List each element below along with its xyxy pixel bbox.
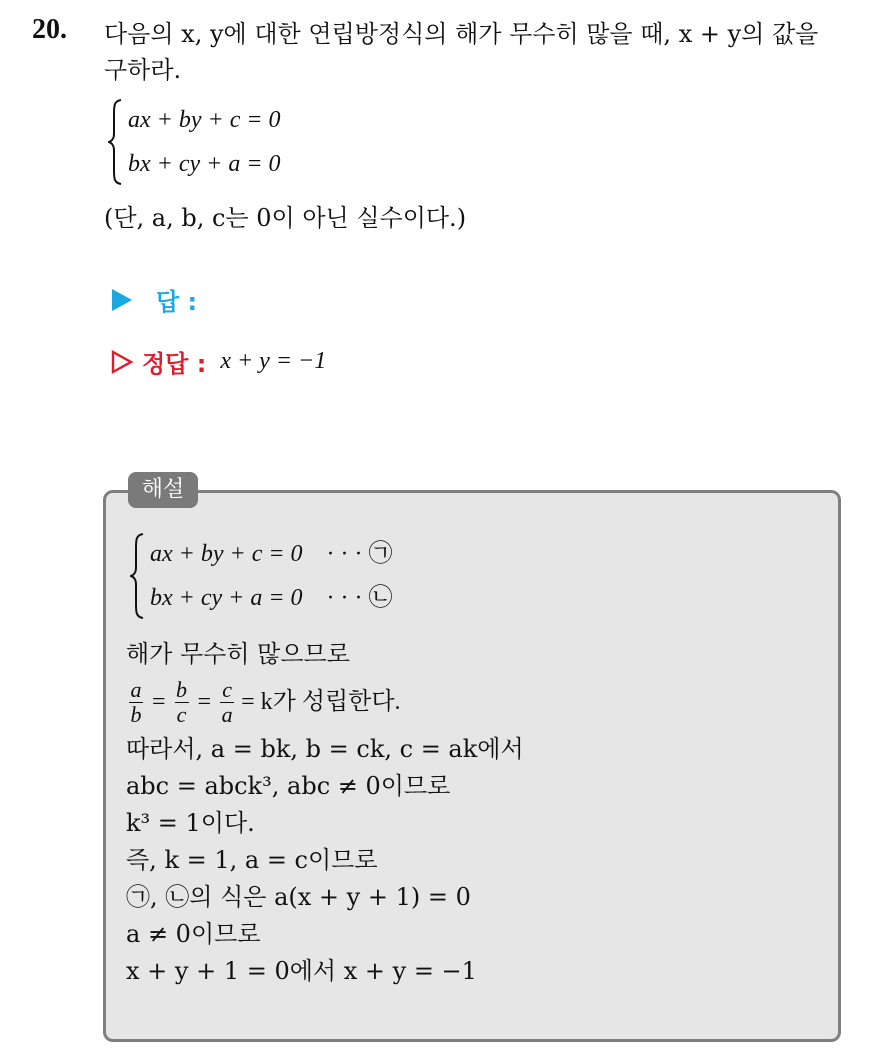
explanation-line: ㉠, ㉡의 식은 a(x + y + 1) = 0 <box>126 883 471 911</box>
correct-answer-row <box>110 344 326 379</box>
denominator: c <box>176 701 187 727</box>
problem-equation-1: ax + by + c = 0 <box>128 107 281 133</box>
question-line-1: 다음의 x, y에 대한 연립방정식의 해가 무수히 많을 때, x + y의 값을 <box>104 20 819 48</box>
explanation-line: x + y + 1 = 0에서 x + y = −1 <box>126 957 477 985</box>
numerator: c <box>222 676 232 702</box>
fraction-tail: = k가 성립한다. <box>241 688 401 715</box>
problem-equation-system <box>108 98 281 186</box>
outline-triangle-icon <box>110 349 134 375</box>
explanation-line: 해가 무수히 많으므로 <box>126 640 350 668</box>
answer-label: 답 : <box>156 288 198 316</box>
explanation-text <box>126 636 826 990</box>
correct-answer-value: x + y = −1 <box>220 348 327 374</box>
explanation-line: a ≠ 0이므로 <box>126 920 261 948</box>
correct-answer-label: 정답 : <box>142 350 207 378</box>
explanation-line: k³ = 1이다. <box>126 809 255 837</box>
explanation-line: 따라서, a = bk, b = ck, c = ak에서 <box>126 735 524 763</box>
explanation-equation-2: bx + cy + a = 0 <box>150 585 303 611</box>
explanation-equation-1: ax + by + c = 0 <box>150 541 303 567</box>
question-line-2: 구하라. <box>104 56 182 84</box>
fraction-line: $\frac{a}{b}$ = $\frac{b}{c}$ = $\frac{c}{a}$ = k가 성립한다. <box>130 676 401 727</box>
answer-row <box>110 282 197 317</box>
equation-2-tag: · · · ㉡ <box>326 585 393 611</box>
problem-condition: (단, a, b, c는 0이 아닌 실수이다.) <box>104 204 467 232</box>
left-brace-icon <box>108 98 124 186</box>
problem-number: 20. <box>32 14 67 45</box>
explanation-tab: 해설 <box>128 472 198 508</box>
fraction <box>220 678 234 727</box>
fraction <box>175 678 189 727</box>
denominator: b <box>130 701 142 727</box>
left-brace-icon <box>130 532 146 620</box>
explanation-equation-system <box>130 532 393 620</box>
numerator: b <box>176 676 188 702</box>
explanation-line: 즉, k = 1, a = c이므로 <box>126 846 378 874</box>
numerator: a <box>130 676 142 702</box>
denominator: a <box>221 701 233 727</box>
explanation-line: abc = abck³, abc ≠ 0이므로 <box>126 772 451 800</box>
fraction <box>129 678 143 727</box>
filled-triangle-icon <box>110 287 134 313</box>
problem-question <box>104 16 864 88</box>
equation-1-tag: · · · ㉠ <box>326 541 393 567</box>
problem-equation-2: bx + cy + a = 0 <box>128 151 281 177</box>
